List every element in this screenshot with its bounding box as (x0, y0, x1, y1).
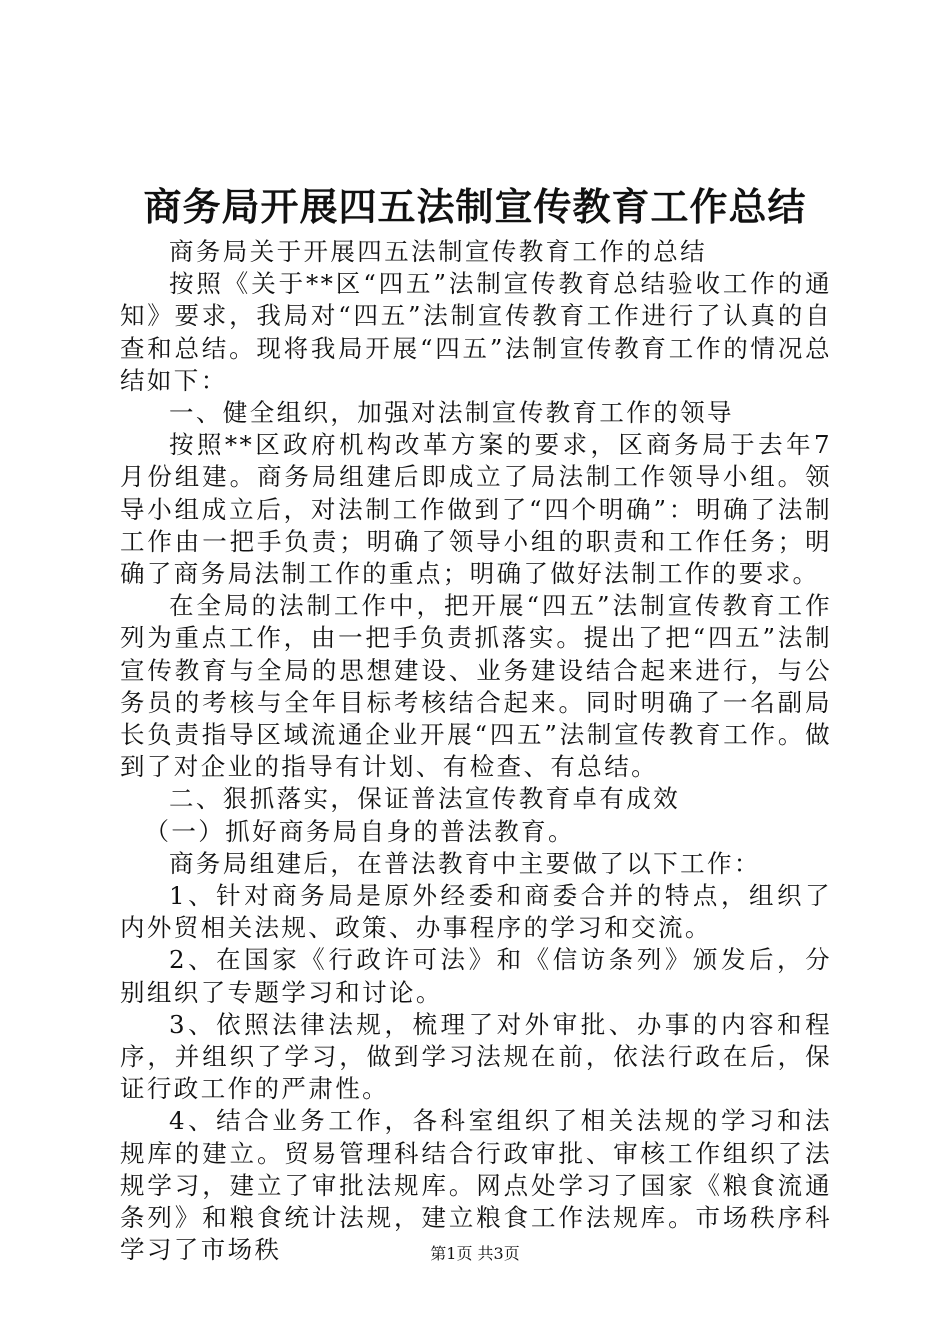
page-number-footer: 第1页 共3页 (430, 1244, 520, 1263)
body-paragraph: 商务局组建后，在普法教育中主要做了以下工作： (169, 848, 761, 878)
list-item: 4、结合业务工作，各科室组织了相关法规的学习和法规库的建立。贸易管理科结合行政审批、审核工作组织了法规学习，建立了审批法规库。网点处学习了国家《粮食流通条列》和粮食统计法规，建立粮食工作法规库。市场秩序科学习了市场秩 (120, 1106, 832, 1265)
body-paragraph: 在全局的法制工作中，把开展“四五”法制宣传教育工作列为重点工作，由一把手负责抓落实。提出了把“四五”法制宣传教育与全局的思想建设、业务建设结合起来进行，与公务员的考核与全年目标考核结合起来。同时明确了一名副局长负责指导区域流通企业开展“四五”法制宣传教育工作。做到了对企业的指导有计划、有检查、有总结。 (120, 591, 832, 782)
subsection-heading-1: （一）抓好商务局自身的普法教育。 (144, 816, 575, 846)
list-item: 1、针对商务局是原外经委和商委合并的特点，组织了内外贸相关法规、政策、办事程序的学习和交流。 (120, 881, 832, 943)
section-heading-1: 一、健全组织，加强对法制宣传教育工作的领导 (169, 398, 734, 428)
document-body (120, 236, 832, 1267)
section-heading-2: 二、狠抓落实，保证普法宣传教育卓有成效 (169, 784, 681, 814)
list-item: 2、在国家《行政许可法》和《信访条列》颁发后，分别组织了专题学习和讨论。 (120, 945, 832, 1007)
body-paragraph: 按照**区政府机构改革方案的要求，区商务局于去年7月份组建。商务局组建后即成立了局法制工作领导小组。领导小组成立后，对法制工作做到了“四个明确”：明确了法制工作由一把手负责；明确了领导小组的职责和工作任务；明确了商务局法制工作的重点；明确了做好法制工作的要求。 (120, 430, 832, 589)
intro-paragraph: 按照《关于**区“四五”法制宣传教育总结验收工作的通知》要求，我局对“四五”法制宣传教育工作进行了认真的自查和总结。现将我局开展“四五”法制宣传教育工作的情况总结如下： (120, 269, 832, 395)
document-title: 商务局开展四五法制宣传教育工作总结 (143, 184, 807, 229)
subtitle-paragraph: 商务局关于开展四五法制宣传教育工作的总结 (169, 237, 707, 266)
list-item: 3、依照法律法规，梳理了对外审批、办事的内容和程序，并组织了学习，做到学习法规在前，依法行政在后，保证行政工作的严肃性。 (120, 1009, 832, 1104)
